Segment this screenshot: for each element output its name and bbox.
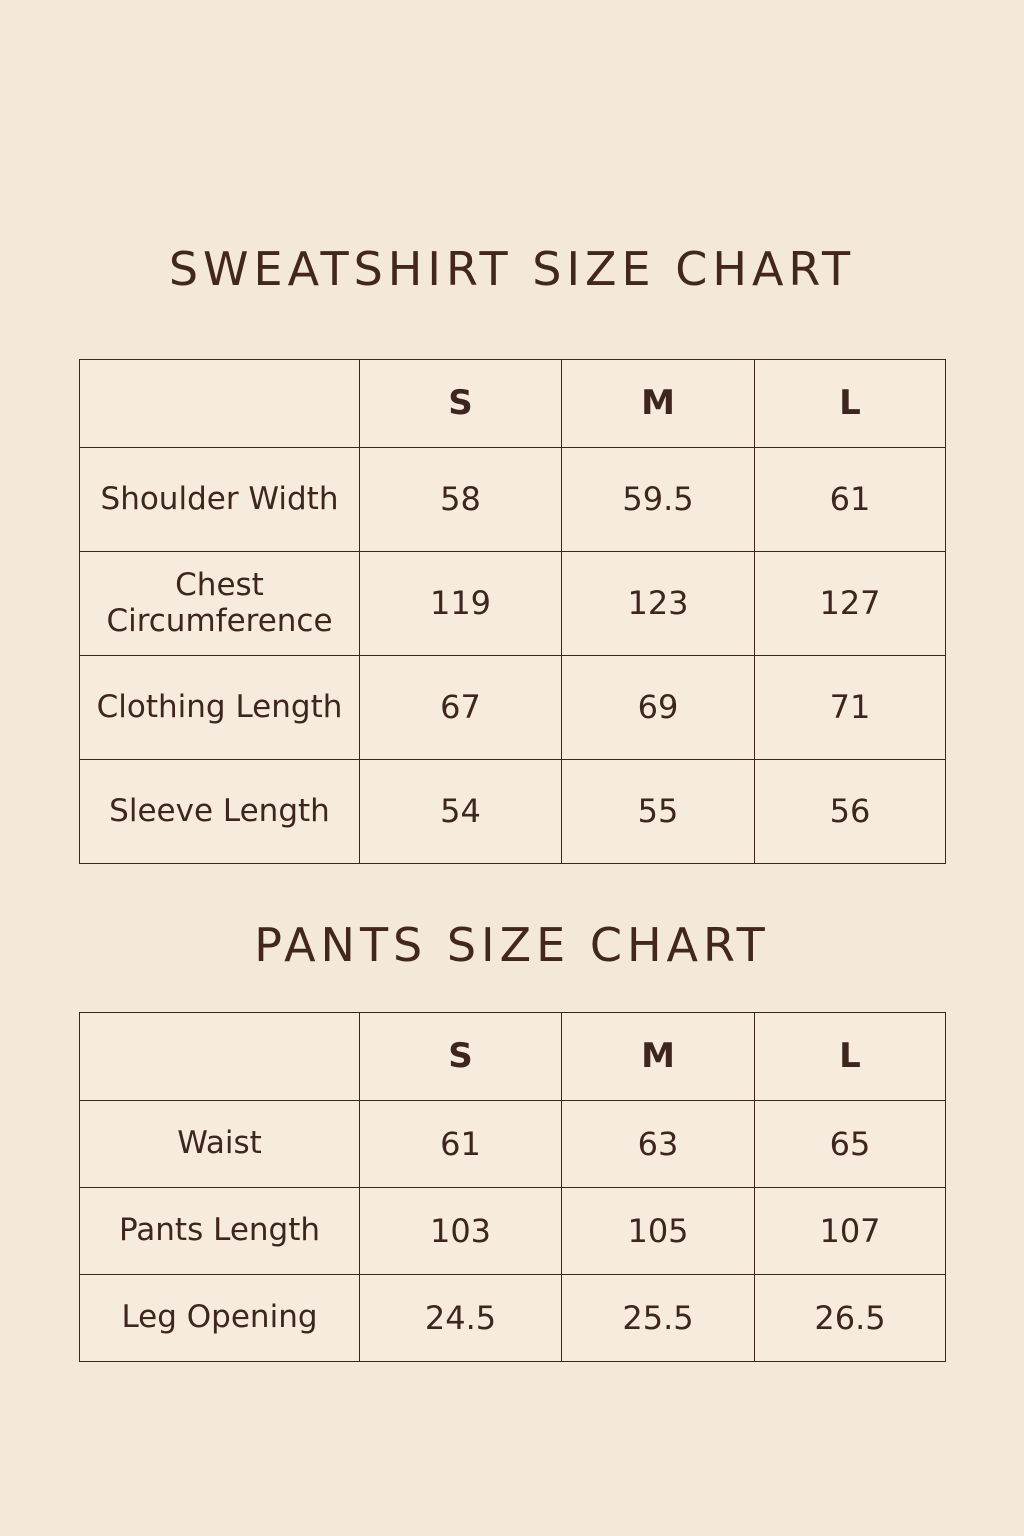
size-header-s: S xyxy=(360,360,562,448)
empty-corner-cell xyxy=(80,360,360,448)
row-label-clothing-length: Clothing Length xyxy=(80,656,360,760)
row-label-chest-circumference: Chest Circumference xyxy=(80,552,360,656)
row-label-waist: Waist xyxy=(80,1101,360,1188)
row-label-pants-length: Pants Length xyxy=(80,1188,360,1275)
table-row xyxy=(80,448,946,552)
table-header-row xyxy=(80,1013,946,1101)
row-label-sleeve-length: Sleeve Length xyxy=(80,760,360,864)
value-cell: 26.5 xyxy=(755,1275,946,1362)
value-cell: 67 xyxy=(360,656,562,760)
size-header-s: S xyxy=(360,1013,562,1101)
value-cell: 107 xyxy=(755,1188,946,1275)
table-row xyxy=(80,1101,946,1188)
value-cell: 61 xyxy=(755,448,946,552)
row-label-leg-opening: Leg Opening xyxy=(80,1275,360,1362)
empty-corner-cell xyxy=(80,1013,360,1101)
table-row xyxy=(80,552,946,656)
value-cell: 123 xyxy=(562,552,755,656)
value-cell: 55 xyxy=(562,760,755,864)
value-cell: 59.5 xyxy=(562,448,755,552)
value-cell: 103 xyxy=(360,1188,562,1275)
table-header-row xyxy=(80,360,946,448)
row-label-shoulder-width: Shoulder Width xyxy=(80,448,360,552)
value-cell: 63 xyxy=(562,1101,755,1188)
table-row xyxy=(80,1275,946,1362)
value-cell: 71 xyxy=(755,656,946,760)
size-header-l: L xyxy=(755,1013,946,1101)
value-cell: 105 xyxy=(562,1188,755,1275)
table-row xyxy=(80,656,946,760)
pants-size-table xyxy=(79,1012,946,1362)
value-cell: 56 xyxy=(755,760,946,864)
value-cell: 54 xyxy=(360,760,562,864)
value-cell: 127 xyxy=(755,552,946,656)
value-cell: 69 xyxy=(562,656,755,760)
sweatshirt-chart-title: SWEATSHIRT SIZE CHART xyxy=(168,242,856,296)
value-cell: 61 xyxy=(360,1101,562,1188)
value-cell: 24.5 xyxy=(360,1275,562,1362)
size-header-m: M xyxy=(562,360,755,448)
size-header-m: M xyxy=(562,1013,755,1101)
table-row xyxy=(80,760,946,864)
value-cell: 25.5 xyxy=(562,1275,755,1362)
sweatshirt-size-table xyxy=(79,359,946,864)
table-row xyxy=(80,1188,946,1275)
value-cell: 58 xyxy=(360,448,562,552)
value-cell: 65 xyxy=(755,1101,946,1188)
pants-chart-title: PANTS SIZE CHART xyxy=(254,918,770,972)
size-header-l: L xyxy=(755,360,946,448)
value-cell: 119 xyxy=(360,552,562,656)
